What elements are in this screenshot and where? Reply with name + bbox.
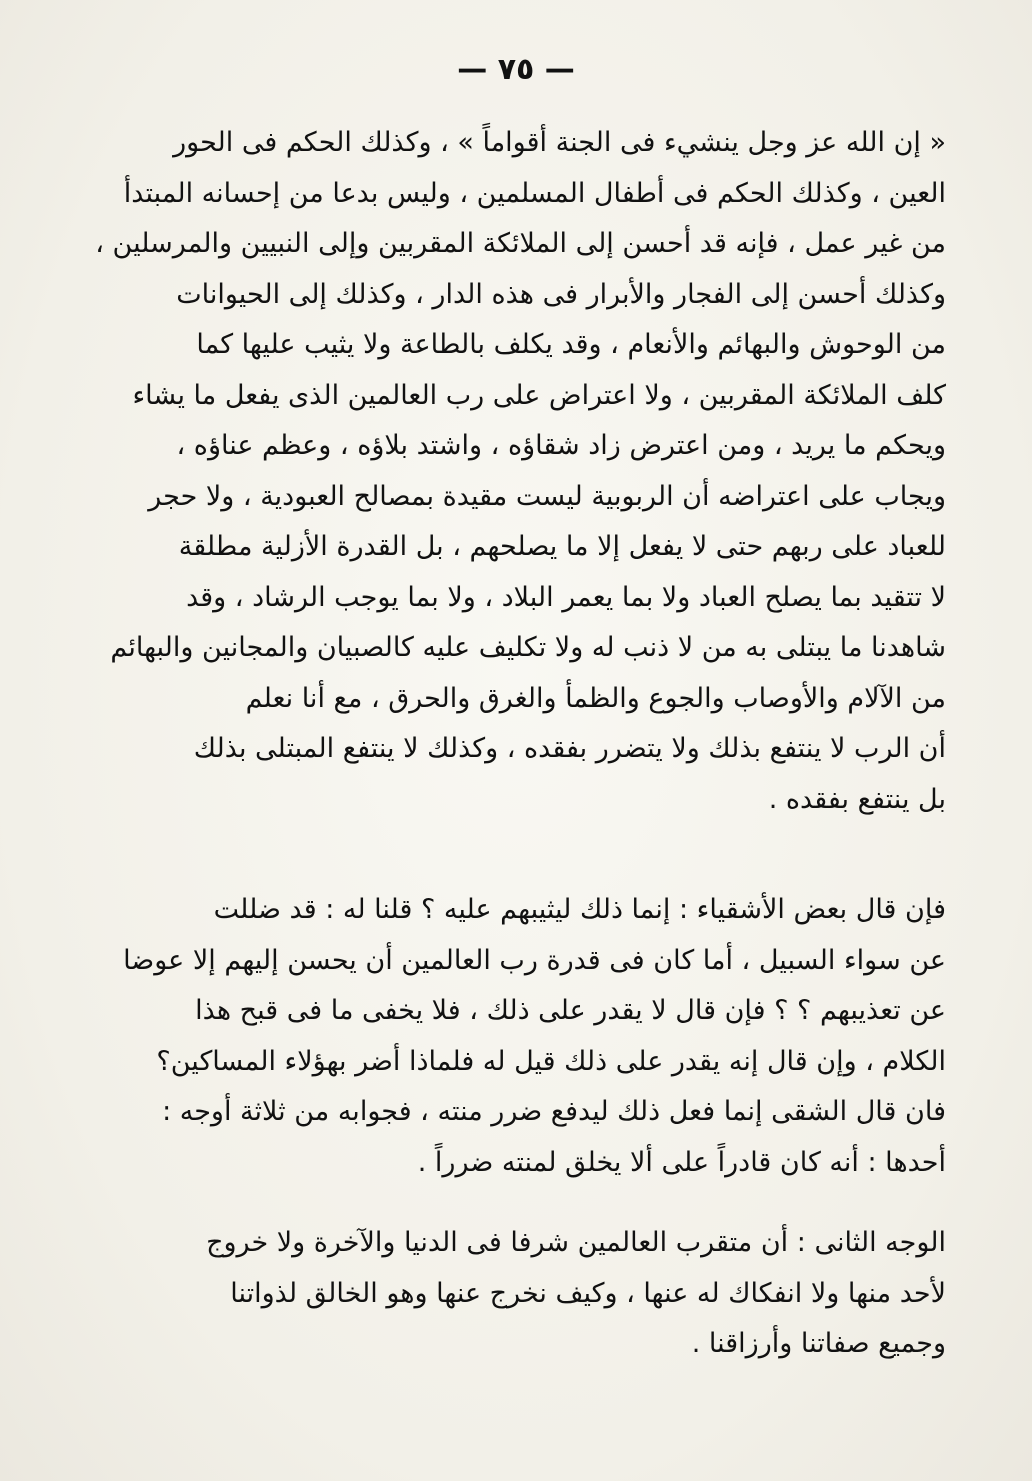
- text-line: « إن الله عز وجل ينشيء فى الجنة أقواماً » ، وكذلك الحكم فى الحور: [173, 127, 946, 158]
- page-number: — ٧٥ —: [457, 52, 575, 87]
- text-line: لأحد منها ولا انفكاك له عنها ، وكيف نخرج عنها وهو الخالق لذواتنا: [230, 1277, 946, 1309]
- text-line: العين ، وكذلك الحكم فى أطفال المسلمين ، وليس بدعا من إحسانه المبتدأ: [123, 177, 946, 209]
- text-line: وكذلك أحسن إلى الفجار والأبرار فى هذه الدار ، وكذلك إلى الحيوانات: [176, 278, 946, 310]
- text-line: من الآلام والأوصاب والجوع والظمأ والغرق والحرق ، مع أنا نعلم: [245, 682, 946, 714]
- text-line: للعباد على ربهم حتى لا يفعل إلا ما يصلحهم ، بل القدرة الأزلية مطلقة: [178, 531, 946, 562]
- text-line: كلف الملائكة المقربين ، ولا اعتراض على رب العالمين الذى يفعل ما يشاء: [132, 379, 946, 411]
- text-line: الكلام ، وإن قال إنه يقدر على ذلك قيل له فلماذا أضر بهؤلاء المساكين؟: [156, 1045, 946, 1077]
- text-line: فإن قال بعض الأشقياء : إنما ذلك ليثيبهم عليه ؟ قلنا له : قد ضللت: [213, 894, 946, 925]
- text-line: فان قال الشقى إنما فعل ذلك ليدفع ضرر منته ، فجوابه من ثلاثة أوجه :: [162, 1096, 946, 1127]
- text-line: من غير عمل ، فإنه قد أحسن إلى الملائكة المقربين وإلى النبيين والمرسلين ،: [95, 228, 946, 259]
- paragraph-3: [78, 1218, 946, 1370]
- text-line: عن سواء السبيل ، أما كان فى قدرة رب العالمين أن يحسن إليهم إلا عوضا: [123, 944, 946, 976]
- text-line: من الوحوش والبهائم والأنعام ، وقد يكلف بالطاعة ولا يثيب عليها كما: [196, 329, 946, 360]
- text-line: عن تعذيبهم ؟ ؟ فإن قال لا يقدر على ذلك ، فلا يخفى ما فى قبح هذا: [195, 995, 946, 1026]
- text-line: الوجه الثانى : أن متقرب العالمين شرفا فى الدنيا والآخرة ولا خروج: [206, 1227, 946, 1258]
- text-line: وجميع صفاتنا وأرزاقنا .: [691, 1328, 946, 1359]
- text-line: بل ينتفع بفقده .: [768, 783, 946, 815]
- text-line: ويجاب على اعتراضه أن الربوبية ليست مقيدة بمصالح العبودية ، ولا حجر: [148, 480, 946, 512]
- paragraph-2: [78, 885, 946, 1188]
- paragraph-1: [78, 118, 946, 825]
- text-line: أحدها : أنه كان قادراً على ألا يخلق لمنته ضرراً .: [417, 1146, 946, 1178]
- text-line: أن الرب لا ينتفع بذلك ولا يتضرر بفقده ، وكذلك لا ينتفع المبتلى بذلك: [193, 733, 946, 764]
- text-line: شاهدنا ما يبتلى به من لا ذنب له ولا تكليف عليه كالصبيان والمجانين والبهائم: [110, 632, 946, 663]
- text-line: ويحكم ما يريد ، ومن اعترض زاد شقاؤه ، واشتد بلاؤه ، وعظم عناؤه ،: [176, 430, 946, 461]
- text-line: لا تتقيد بما يصلح العباد ولا بما يعمر البلاد ، ولا بما يوجب الرشاد ، وقد: [186, 581, 946, 613]
